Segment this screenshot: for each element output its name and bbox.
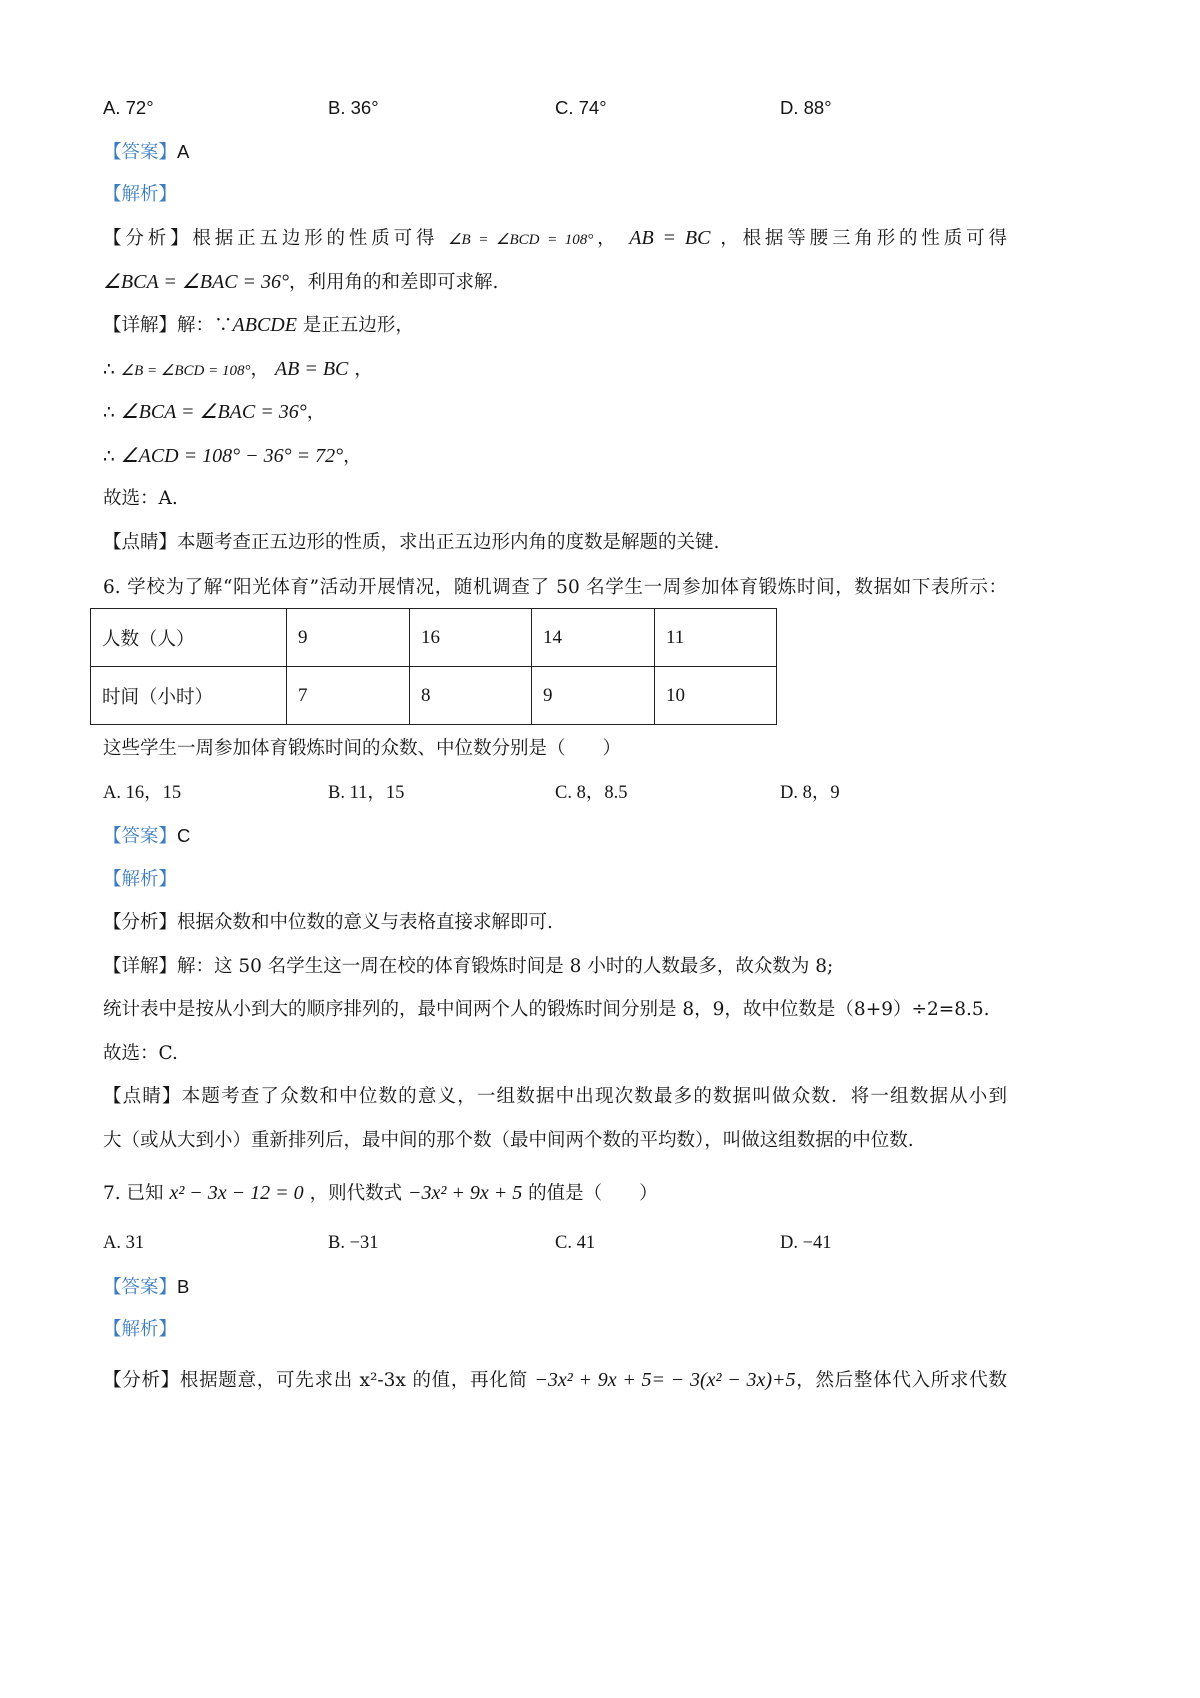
q7-analysis-tag: 【解析】 [103, 1319, 178, 1340]
table-cell: 16 [410, 609, 532, 667]
q6-option-d: D. 8，9 [780, 783, 840, 803]
math-expression: −3x² + 9x + 5= − 3(x² − 3x)+5 [534, 1369, 796, 1391]
q7-answer-line [103, 1275, 1007, 1300]
q6-option-c: C. 8，8.5 [555, 783, 628, 803]
q7-option-c: C. 41 [555, 1233, 596, 1253]
math-expression: x² − 3x − 12 = 0 [169, 1182, 304, 1204]
q6-xiangjie-line-2: 统计表中是按从小到大的顺序排列的，最中间两个人的锻炼时间分别是 8，9，故中位数是（8+9）÷2=8.5. [103, 999, 990, 1020]
math-expression: ∠BCA = ∠BAC = 36° [103, 271, 290, 293]
text-segment: ， [593, 228, 620, 249]
therefore-symbol: ∴ [103, 359, 115, 380]
table-cell: 7 [287, 667, 410, 725]
table-cell: 9 [287, 609, 410, 667]
math-expression: AB = BC [629, 227, 711, 249]
q7-option-a: A. 31 [103, 1233, 145, 1253]
q6-stem: 6. 学校为了解“阳光体育”活动开展情况，随机调查了 50 名学生一周参加体育锻炼时间，数据如下表所示： [103, 577, 1007, 598]
math-expression: ∠ACD = 108° − 36° = 72° [120, 445, 344, 467]
table-row [91, 667, 777, 725]
q5-xiangjie-line-2 [103, 357, 1007, 383]
q5-option-c: C. 74° [555, 97, 607, 118]
q6-dianjing-line-2: 大（或从大到小）重新排列后，最中间的那个数（最中间两个数的平均数），叫做这组数据的中位数. [103, 1130, 914, 1151]
text-segment: ， [343, 446, 362, 467]
q6-data-table [90, 608, 777, 725]
text-segment: ，利用角的和差即可求解. [289, 272, 499, 293]
answer-tag: 【答案】 [103, 142, 178, 163]
math-expression: ∠B = ∠BCD = 108° [120, 363, 251, 379]
math-expression: ∠B = ∠BCD = 108° [448, 232, 594, 248]
text-segment: 7. 已知 [103, 1183, 164, 1204]
q5-choice-line: 故选：A. [103, 488, 178, 509]
answer-tag: 【答案】 [103, 1277, 178, 1298]
math-expression: −3x² + 9x + 5 [407, 1182, 523, 1204]
text-segment: 的值是（ ） [528, 1183, 658, 1204]
q6-choice-line: 故选：C. [103, 1043, 178, 1064]
q5-option-a: A. 72° [103, 97, 154, 118]
q5-fenxi-line-1 [103, 226, 1007, 252]
text-segment: 是正五边形， [302, 315, 414, 336]
q5-option-d: D. 88° [780, 97, 832, 118]
table-row-header: 人数（人） [91, 609, 287, 667]
text-segment: ，根据等腰三角形的性质可得 [720, 228, 1007, 249]
text-segment: ，则代数式 [309, 1183, 403, 1204]
answer-tag: 【答案】 [103, 826, 178, 847]
q6-dianjing-line-1: 【点睛】本题考查了众数和中位数的意义，一组数据中出现次数最多的数据叫做众数．将一组数据从小到 [103, 1086, 1007, 1107]
q5-option-b: B. 36° [328, 97, 379, 118]
q6-xiangjie-line-1: 【详解】解：这 50 名学生这一周在校的体育锻炼时间是 8 小时的人数最多，故众数为 8; [103, 956, 834, 977]
q7-fenxi-line [103, 1368, 1007, 1393]
q5-dianjing-line: 【点睛】本题考查正五边形的性质，求出正五边形内角的度数是解题的关键. [103, 532, 720, 553]
table-cell: 14 [532, 609, 655, 667]
q7-answer: B [177, 1276, 190, 1297]
math-expression: ∠BCA = ∠BAC = 36° [120, 401, 307, 423]
q6-option-b: B. 11，15 [328, 783, 405, 803]
q5-xiangjie-line-1 [103, 313, 1007, 338]
text-segment: ， [354, 359, 373, 380]
q6-option-a: A. 16，15 [103, 783, 182, 803]
q7-option-d: D. −41 [780, 1233, 832, 1253]
q5-answer: A [177, 141, 190, 162]
table-cell: 9 [532, 667, 655, 725]
table-cell: 10 [655, 667, 777, 725]
table-row-header: 时间（小时） [91, 667, 287, 725]
text-segment: ， [306, 402, 326, 423]
text-segment: ， [250, 359, 269, 380]
text-segment: 【分析】根据题意，可先求出 x²-3x 的值，再化简 [103, 1370, 528, 1391]
q7-option-b: B. −31 [328, 1233, 379, 1253]
q6-fenxi: 【分析】根据众数和中位数的意义与表格直接求解即可. [103, 912, 553, 933]
q6-analysis-tag: 【解析】 [103, 869, 178, 890]
q7-stem [103, 1181, 1007, 1206]
math-expression: AB = BC [274, 358, 349, 380]
table-cell: 11 [655, 609, 777, 667]
table-cell: 8 [410, 667, 532, 725]
q6-answer: C [177, 825, 191, 846]
q6-question: 这些学生一周参加体育锻炼时间的众数、中位数分别是（ ） [103, 738, 622, 759]
q5-xiangjie-line-3 [103, 400, 1007, 425]
q5-fenxi-line-2 [103, 270, 1007, 295]
q6-answer-line [103, 824, 1007, 849]
text-segment: 【分析】根据正五边形的性质可得 [103, 228, 439, 249]
text-segment: 【详解】解：∵ [103, 315, 233, 336]
q5-analysis-tag: 【解析】 [103, 184, 178, 205]
table-row [91, 609, 777, 667]
therefore-symbol: ∴ [103, 402, 115, 423]
q5-xiangjie-line-4 [103, 444, 1007, 469]
math-expression: ABCDE [232, 314, 297, 336]
q5-answer-line [103, 140, 1007, 165]
therefore-symbol: ∴ [103, 446, 115, 467]
text-segment: ，然后整体代入所求代数 [795, 1370, 1007, 1391]
